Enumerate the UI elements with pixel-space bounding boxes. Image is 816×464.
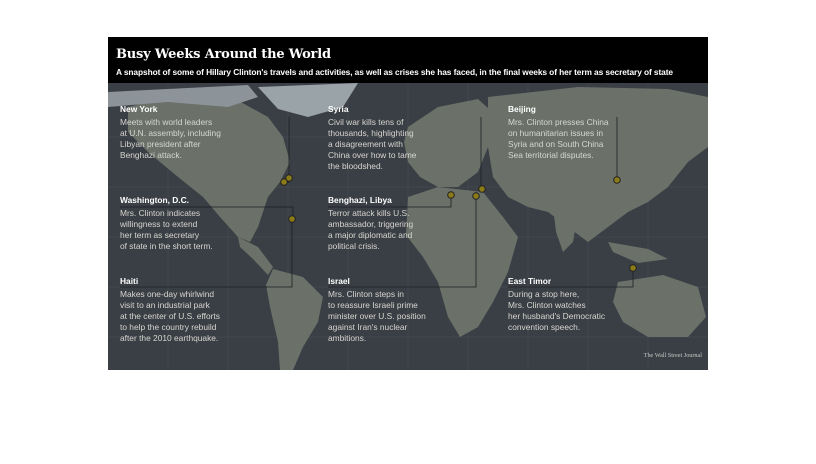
card-title: Beijing: [508, 104, 536, 114]
page-title: Busy Weeks Around the World: [116, 47, 331, 62]
card-text: Makes one-day whirlwind visit to an industrial park at the center of U.S. efforts to help the country rebuild after the 2010 earthquake.: [120, 289, 220, 343]
page-subtitle: A snapshot of some of Hillary Clinton's travels and activities, as well as crises she has faced, in the final weeks of her term as secretary of state: [116, 67, 673, 77]
marker-haiti[interactable]: [289, 216, 296, 223]
card-text: Mrs. Clinton indicates willingness to extend her term as secretary of state in the short term.: [120, 208, 213, 251]
card-text: Mrs. Clinton presses China on humanitarian issues in Syria and on South China Sea territorial disputes.: [508, 117, 609, 160]
card-title: Washington, D.C.: [120, 195, 190, 205]
card-beijing: [508, 104, 638, 161]
card-text: Mrs. Clinton steps in to reassure Israeli prime minister over U.S. position against Iran's nuclear ambitions.: [328, 289, 426, 343]
map-graphic: [108, 37, 708, 370]
card-washington: [120, 195, 250, 252]
card-text: During a stop here, Mrs. Clinton watches her husband's Democratic convention speech.: [508, 289, 606, 332]
card-benghazi: [328, 195, 458, 252]
card-text: Meets with world leaders at U.N. assembly, including Libyan president after Benghazi attack.: [120, 117, 221, 160]
card-haiti: [120, 276, 250, 344]
card-east-timor: [508, 276, 638, 333]
marker-east-timor[interactable]: [630, 265, 637, 272]
marker-israel[interactable]: [473, 193, 480, 200]
card-text: Civil war kills tens of thousands, highlighting a disagreement with China over how to tame the bloodshed.: [328, 117, 417, 171]
card-title: Israel: [328, 276, 350, 286]
card-title: Syria: [328, 104, 349, 114]
card-title: Benghazi, Libya: [328, 195, 392, 205]
card-israel: [328, 276, 458, 344]
card-title: East Timor: [508, 276, 552, 286]
marker-syria[interactable]: [479, 186, 486, 193]
india: [553, 207, 578, 252]
source-credit: The Wall Street Journal: [643, 352, 702, 359]
marker-beijing[interactable]: [614, 177, 621, 184]
card-title: New York: [120, 104, 158, 114]
card-new-york: [120, 104, 250, 161]
marker-washington[interactable]: [281, 179, 288, 186]
card-text: Terror attack kills U.S. ambassador, triggering a major diplomatic and political crisis.: [328, 208, 414, 251]
header-bar: [108, 37, 708, 83]
south-america: [266, 269, 323, 370]
card-title: Haiti: [120, 276, 139, 286]
card-syria: [328, 104, 458, 172]
indonesia: [608, 242, 668, 263]
